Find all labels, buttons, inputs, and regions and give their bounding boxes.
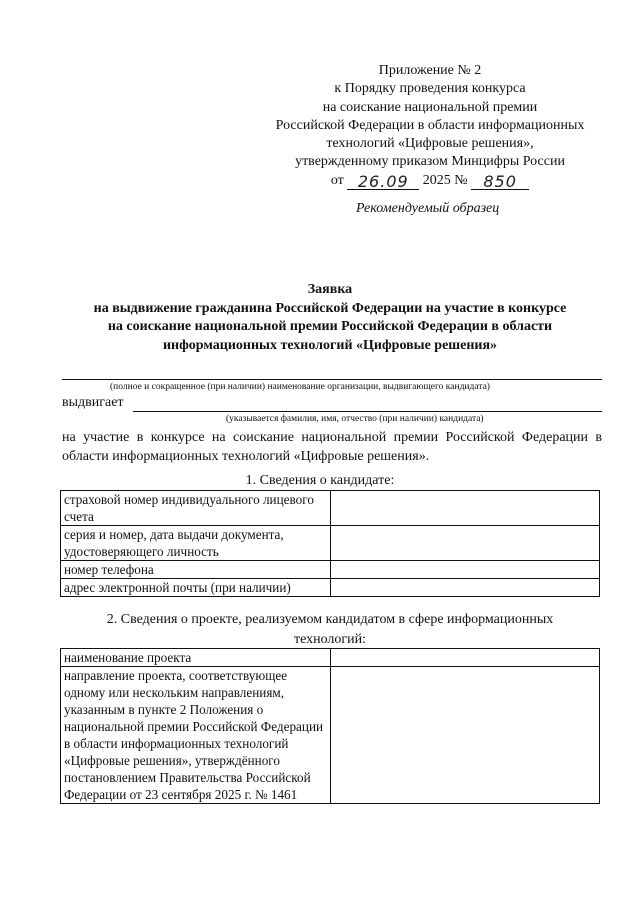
section2-heading-line1: 2. Сведения о проекте, реализуемом кандидатом в сфере информационных xyxy=(106,612,554,627)
email-value[interactable] xyxy=(331,579,600,597)
organization-caption: (полное и сокращенное (при наличии) наименование организации, выдвигающего кандидата) xyxy=(110,382,490,392)
section2-heading xyxy=(60,610,600,650)
order-date-line xyxy=(260,172,600,190)
order-number-field xyxy=(471,173,529,190)
identity-document-label: серия и номер, дата выдачи документа, удостоверяющего личность xyxy=(61,526,331,561)
identity-document-value[interactable] xyxy=(331,526,600,561)
snils-value[interactable] xyxy=(331,491,600,526)
candidate-name-line xyxy=(133,411,602,412)
candidate-caption: (указывается фамилия, имя, отчество (при наличии) кандидата) xyxy=(226,414,484,424)
table-row xyxy=(61,561,600,579)
project-name-label: наименование проекта xyxy=(61,649,331,667)
section1-heading: 1. Сведения о кандидате: xyxy=(245,473,395,488)
order-date-field xyxy=(347,173,419,190)
order-date-handwritten: 26.09 xyxy=(357,172,409,192)
appendix-header xyxy=(260,62,600,190)
project-info-table xyxy=(60,648,600,804)
appendix-line-2: к Порядку проведения конкурса xyxy=(334,81,526,97)
order-number-handwritten: 850 xyxy=(483,172,517,192)
phone-label: номер телефона xyxy=(61,561,331,579)
organization-name-line xyxy=(62,379,602,380)
nominates-label: выдвигает xyxy=(62,395,124,410)
project-direction-value[interactable] xyxy=(331,667,600,804)
email-label: адрес электронной почты (при наличии) xyxy=(61,579,331,597)
project-direction-label: направление проекта, соответствующее одному или нескольким направлениям, указанным в пункте 2 Положения о национальной премии Российской Федерации в области информационных технологий «Цифровые решения», утверждённого постановлением Правительства Российской Федерации от 23 сентября 2025 г. № 1461 xyxy=(61,667,331,804)
application-title xyxy=(60,281,600,355)
order-number-sign: № xyxy=(454,172,468,188)
table-row xyxy=(61,649,600,667)
table-row xyxy=(61,667,600,804)
title-line-2: на соискание национальной премии Российской Федерации в области xyxy=(107,319,553,334)
order-year: 2025 xyxy=(422,172,451,188)
title-heading: Заявка xyxy=(307,282,353,297)
table-row xyxy=(61,491,600,526)
order-prefix: от xyxy=(330,172,344,188)
section2-heading-line2: технологий: xyxy=(293,632,367,647)
appendix-line-4: Российской Федерации в области информационных xyxy=(275,117,585,133)
title-line-3: информационных технологий «Цифровые решения» xyxy=(162,337,498,353)
participation-paragraph: на участие в конкурсе на соискание национальной премии Российской Федерации в области информационных технологий «Цифровые решения». xyxy=(62,430,602,464)
appendix-line-5: технологий «Цифровые решения», xyxy=(326,136,534,152)
project-name-value[interactable] xyxy=(331,649,600,667)
candidate-info-table xyxy=(60,490,600,597)
snils-label: страховой номер индивидуального лицевого счета xyxy=(61,491,331,526)
phone-value[interactable] xyxy=(331,561,600,579)
appendix-line-3: на соискание национальной премии xyxy=(322,99,538,115)
appendix-line-6: утвержденному приказом Минцифры России xyxy=(295,154,565,170)
title-line-1: на выдвижение гражданина Российской Федерации на участие в конкурсе xyxy=(93,300,567,316)
recommended-sample-label: Рекомендуемый образец xyxy=(356,201,500,216)
appendix-line-1: Приложение № 2 xyxy=(378,63,482,78)
table-row xyxy=(61,526,600,561)
table-row xyxy=(61,579,600,597)
